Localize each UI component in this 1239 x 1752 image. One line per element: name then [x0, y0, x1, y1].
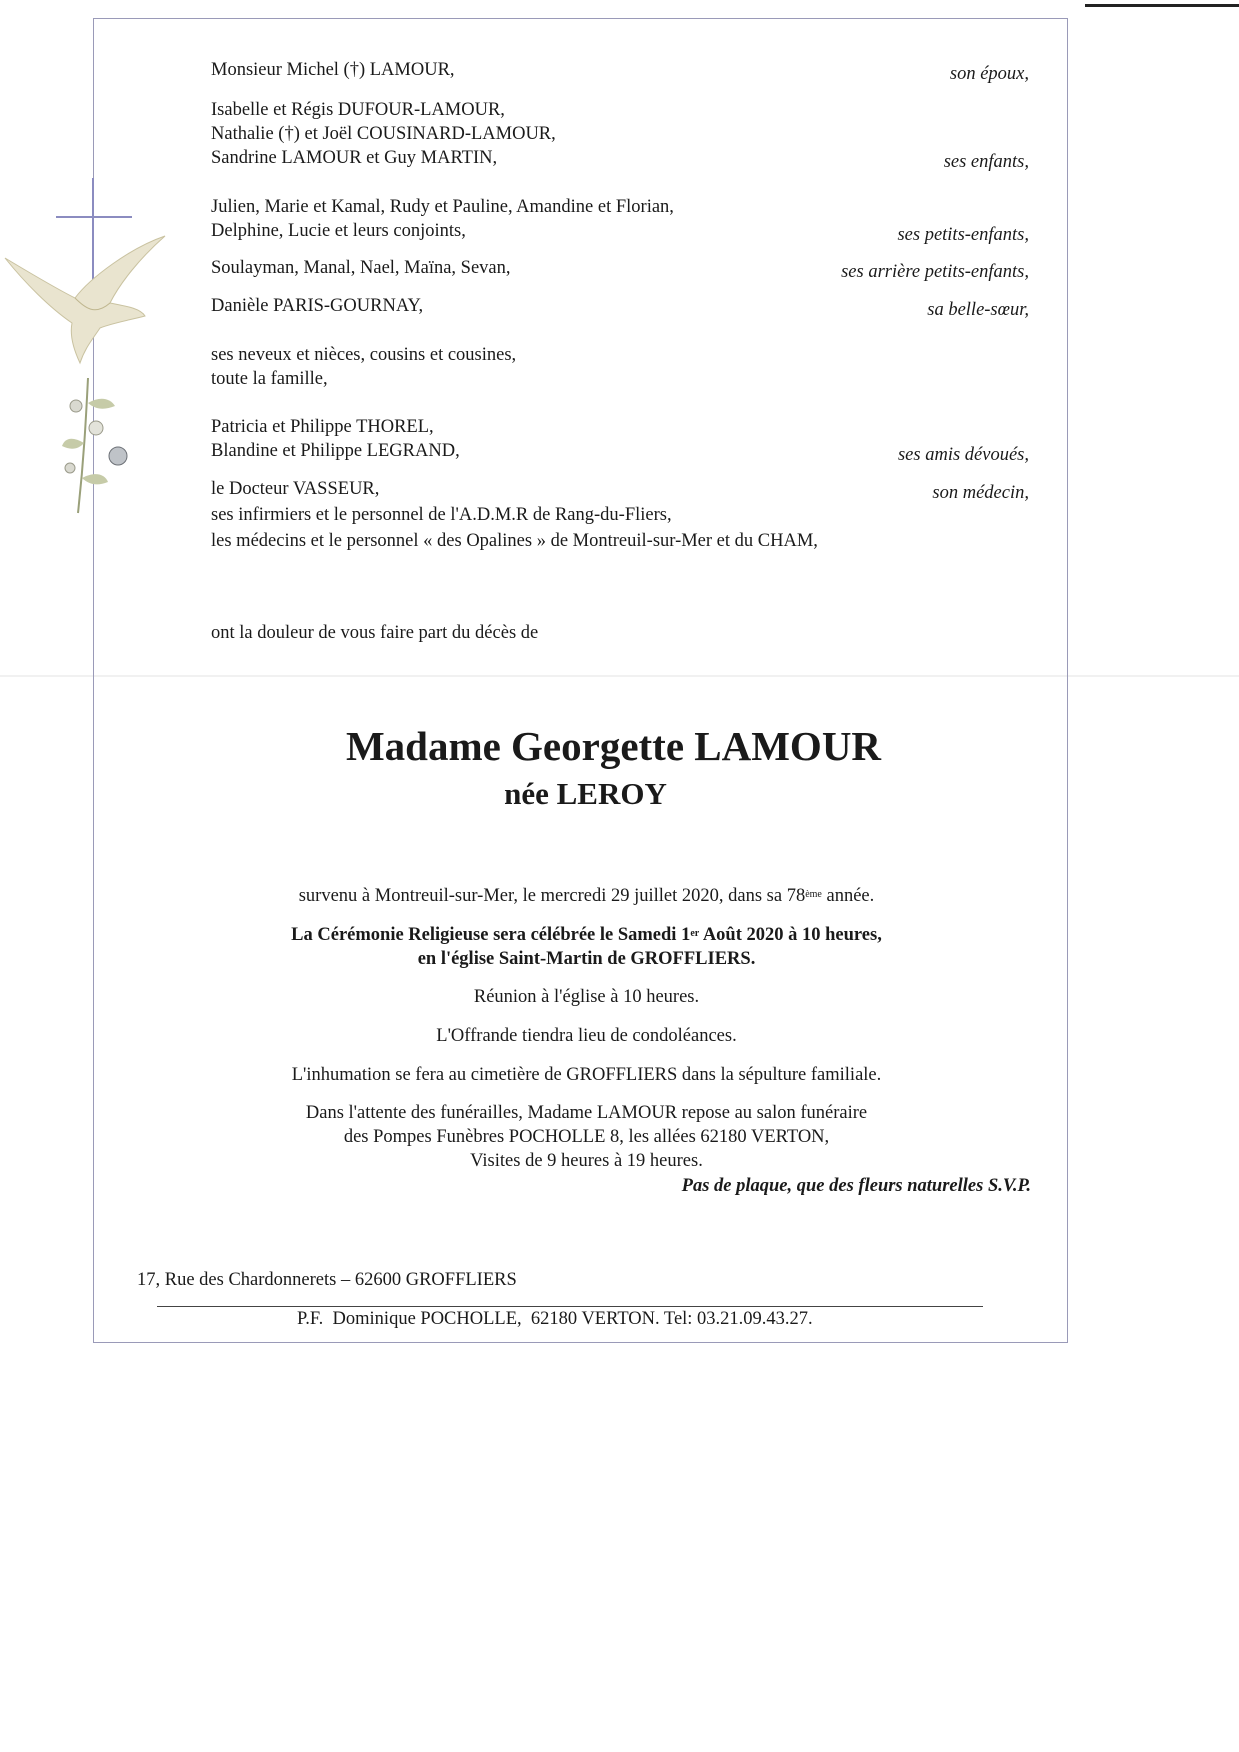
deceased-name: Madame Georgette LAMOUR — [345, 723, 882, 769]
rest-line-1: Dans l'attente des funérailles, Madame LAMOUR repose au salon funéraire — [305, 1103, 868, 1123]
friend-1: Patricia et Philippe THOREL, — [211, 417, 434, 437]
grandchildren-line-2: Delphine, Lucie et leurs conjoints, — [211, 221, 466, 241]
cross-icon-bar — [56, 216, 132, 218]
friend-2: Blandine et Philippe LEGRAND, — [211, 441, 460, 461]
flowers-note: Pas de plaque, que des fleurs naturelles S.V.P. — [681, 1176, 1031, 1196]
sister-in-law: Danièle PARIS-GOURNAY, — [211, 296, 424, 316]
children-role: ses enfants, — [943, 152, 1029, 172]
child-3: Sandrine LAMOUR et Guy MARTIN, — [211, 148, 498, 168]
footer-divider — [157, 1306, 983, 1307]
burial-info: L'inhumation se fera au cimetière de GROFFLIERS dans la sépulture familiale. — [291, 1065, 882, 1085]
husband-name: Monsieur Michel (†) LAMOUR, — [211, 60, 455, 80]
care-line-1: ses infirmiers et le personnel de l'A.D.M.R de Rang-du-Fliers, — [211, 505, 672, 525]
great-grandchildren-role: ses arrière petits-enfants, — [841, 262, 1029, 282]
announcement: ont la douleur de vous faire part du décès de — [211, 623, 539, 643]
rest-line-2: des Pompes Funèbres POCHOLLE 8, les allées 62180 VERTON, — [343, 1127, 830, 1147]
offering-info: L'Offrande tiendra lieu de condoléances. — [436, 1026, 737, 1046]
doctor: le Docteur VASSEUR, — [211, 479, 380, 499]
rest-line-3: Visites de 9 heures à 19 heures. — [470, 1151, 703, 1171]
scan-edge-mark — [1085, 4, 1239, 7]
family-address: 17, Rue des Chardonnerets – 62600 GROFFLIERS — [137, 1270, 517, 1290]
friends-role: ses amis dévoués, — [897, 445, 1029, 465]
grandchildren-role: ses petits-enfants, — [897, 225, 1029, 245]
ceremony-date: La Cérémonie Religieuse sera célébrée le Samedi 1er Août 2020 à 10 heures, — [291, 925, 882, 945]
grandchildren-line-1: Julien, Marie et Kamal, Rudy et Pauline, Amandine et Florian, — [211, 197, 674, 217]
death-details: survenu à Montreuil-sur-Mer, le mercredi 29 juillet 2020, dans sa 78ème année. — [298, 886, 875, 906]
relatives-line-2: toute la famille, — [211, 369, 328, 389]
funeral-home-info: P.F. Dominique POCHOLLE, 62180 VERTON. Tel: 03.21.09.43.27. — [297, 1309, 813, 1329]
sister-in-law-role: sa belle-sœur, — [927, 300, 1029, 320]
care-line-2: les médecins et le personnel « des Opalines » de Montreuil-sur-Mer et du CHAM, — [211, 531, 818, 551]
meeting-info: Réunion à l'église à 10 heures. — [473, 987, 700, 1007]
relatives-line-1: ses neveux et nièces, cousins et cousines, — [211, 345, 517, 365]
maiden-name: née LEROY — [504, 776, 667, 811]
ceremony-place: en l'église Saint-Martin de GROFFLIERS. — [417, 949, 756, 969]
husband-role: son époux, — [949, 64, 1029, 84]
great-grandchildren: Soulayman, Manal, Nael, Maïna, Sevan, — [211, 258, 511, 278]
dove-icon — [0, 228, 180, 518]
child-2: Nathalie (†) et Joël COUSINARD-LAMOUR, — [211, 124, 556, 144]
child-1: Isabelle et Régis DUFOUR-LAMOUR, — [211, 100, 505, 120]
doctor-role: son médecin, — [932, 483, 1029, 503]
